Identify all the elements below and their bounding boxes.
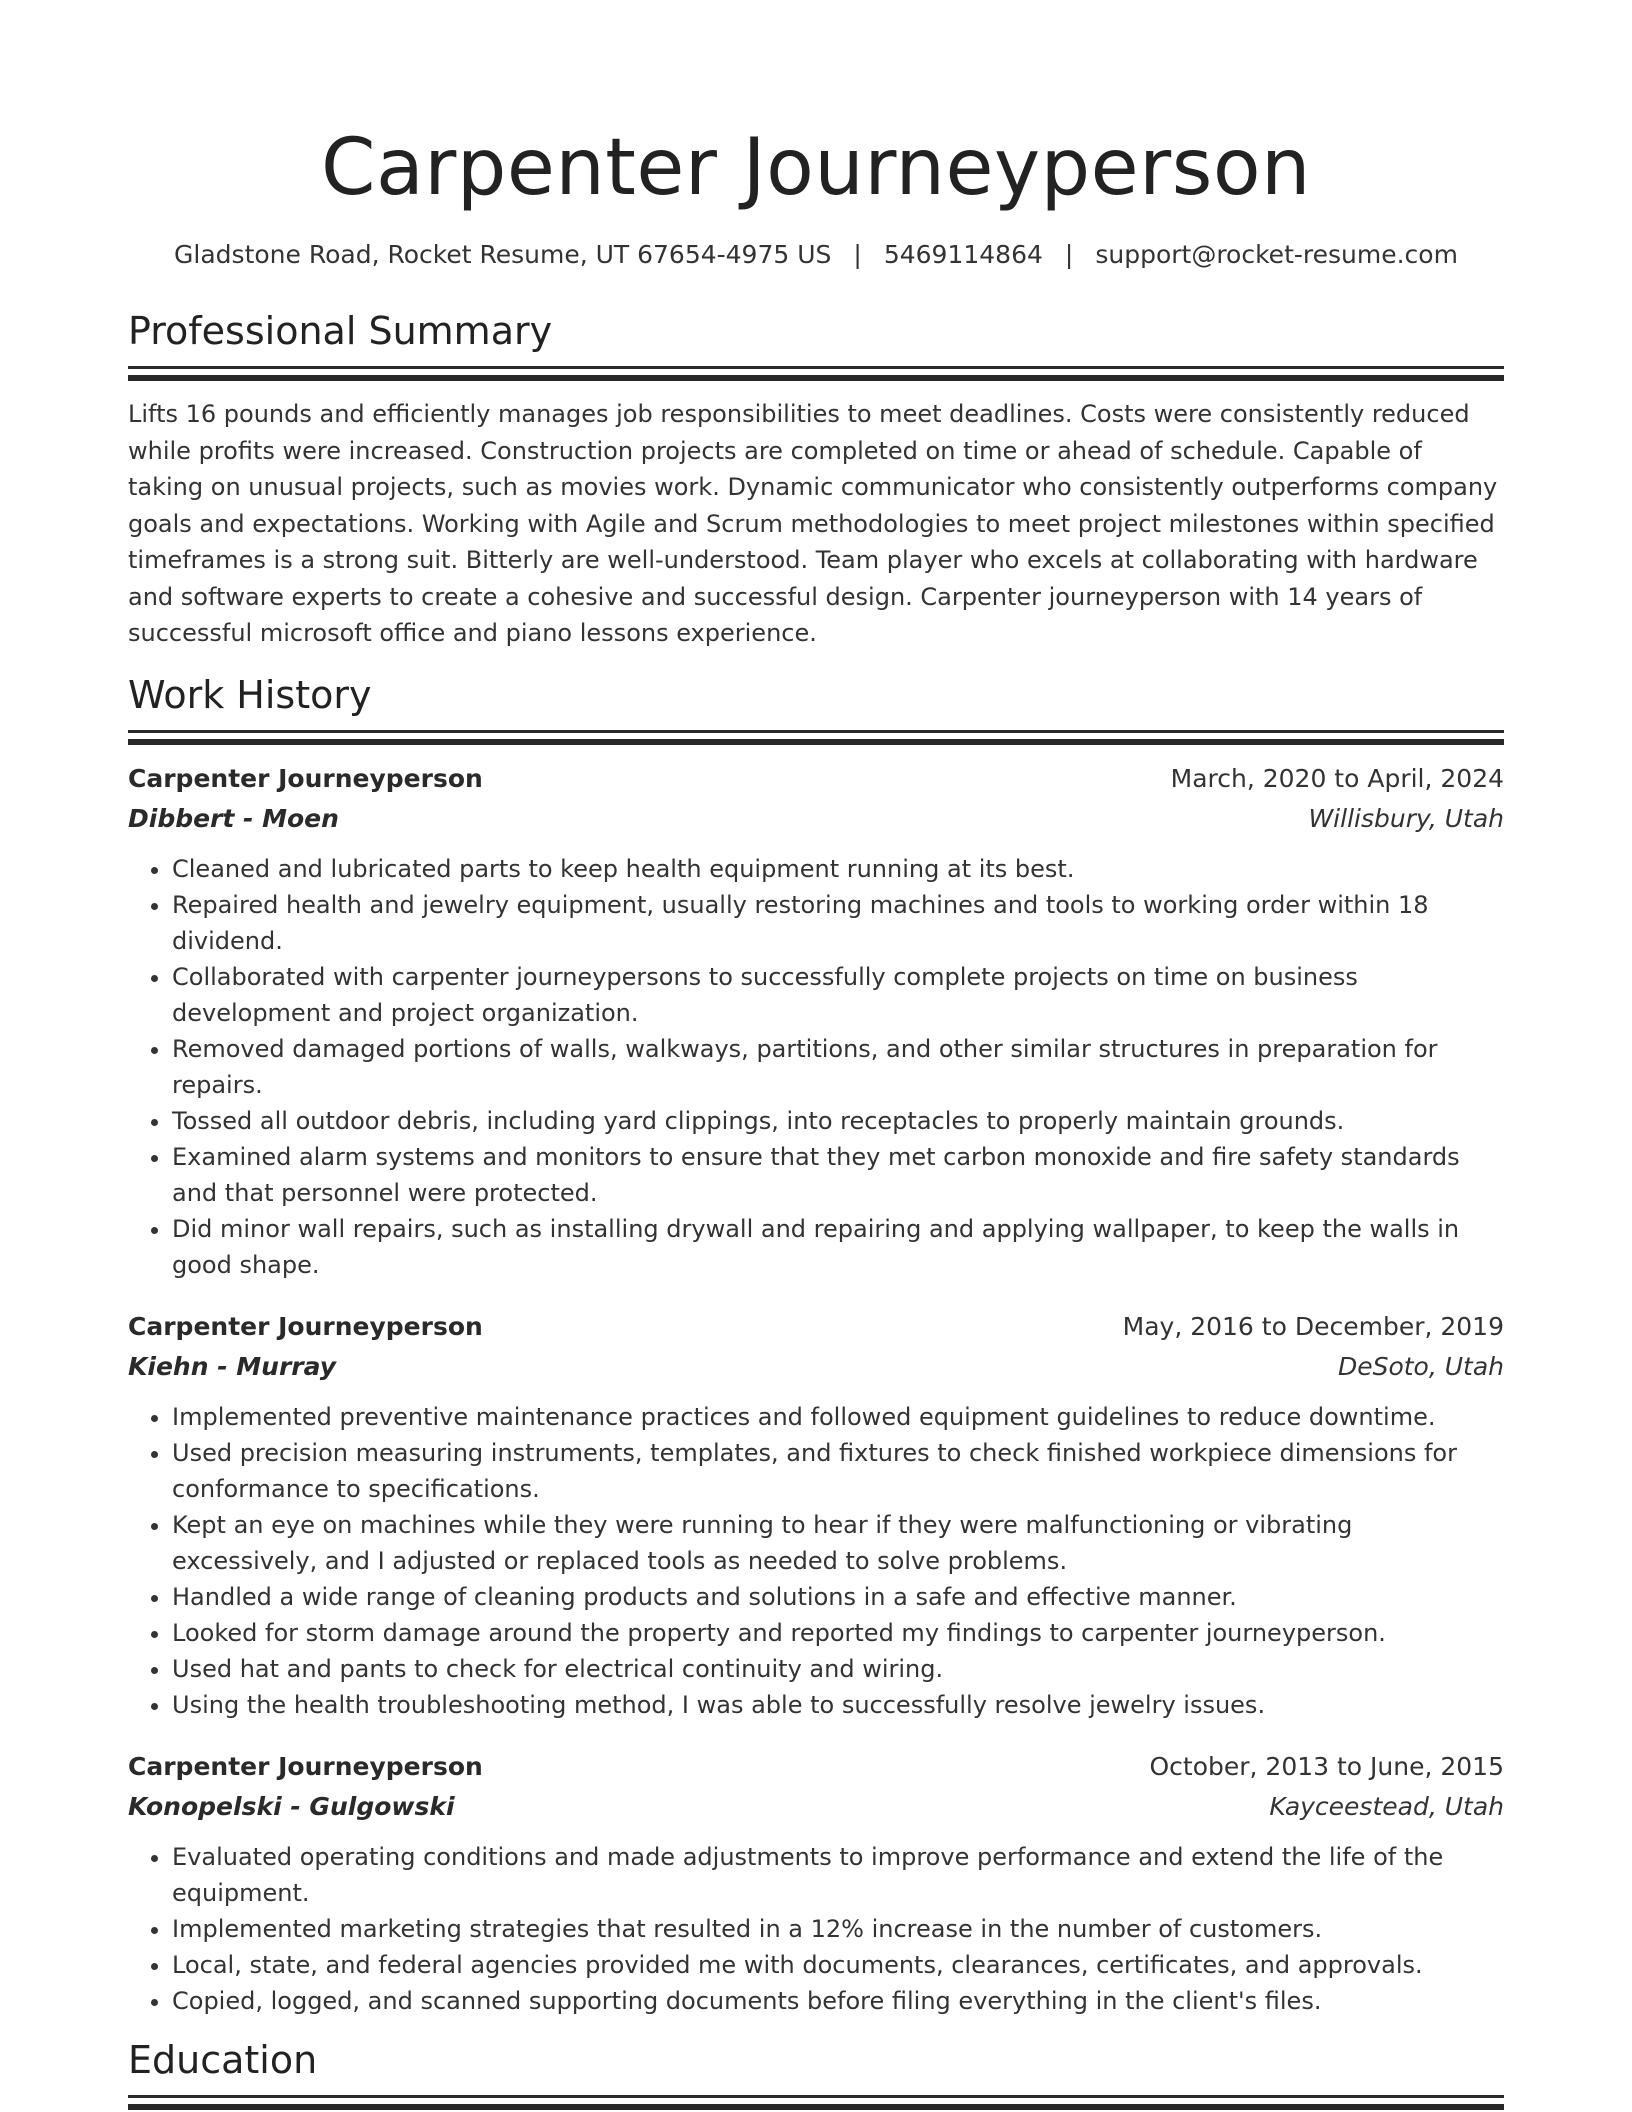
job-company: Dibbert - Moen <box>128 803 339 833</box>
job-bullets <box>128 1839 1504 2019</box>
section-divider <box>128 2104 1504 2110</box>
contact-separator: | <box>853 240 862 269</box>
job-location: Kayceestead, Utah <box>1269 1791 1504 1821</box>
jobs-list <box>128 759 1504 2019</box>
education-heading: Education <box>128 2037 318 2082</box>
job-dates: October, 2013 to June, 2015 <box>1149 1751 1504 1781</box>
job-bullet: • Tossed all outdoor debris, including yard clippings, into receptacles to properly maintain grounds. <box>172 1103 1504 1139</box>
summary-section <box>128 306 1504 652</box>
section-divider <box>128 375 1504 381</box>
job-bullet: • Cleaned and lubricated parts to keep health equipment running at its best. <box>172 851 1504 887</box>
section-divider <box>128 739 1504 745</box>
job-company: Konopelski - Gulgowski <box>128 1791 455 1821</box>
job-entry <box>128 1747 1504 2019</box>
job-bullet: • Collaborated with carpenter journeypersons to successfully complete projects on time on business development and project organization. <box>172 959 1504 1031</box>
job-bullets <box>128 1399 1504 1723</box>
job-bullet: • Kept an eye on machines while they were running to hear if they were malfunctioning or vibrating excessively, and I adjusted or replaced tools as needed to solve problems. <box>172 1507 1504 1579</box>
job-entry <box>128 1307 1504 1723</box>
section-divider <box>128 730 1504 733</box>
contact-separator: | <box>1064 240 1074 269</box>
job-bullet: • Handled a wide range of cleaning products and solutions in a safe and effective manner. <box>172 1579 1504 1615</box>
job-bullet: • Using the health troubleshooting method, I was able to successfully resolve jewelry issues. <box>172 1687 1504 1723</box>
job-title: Carpenter Journeyperson <box>128 1751 483 1781</box>
job-bullet: • Local, state, and federal agencies provided me with documents, clearances, certificates, and approvals. <box>172 1947 1504 1983</box>
resume-name: Carpenter Journeyperson <box>320 123 1311 213</box>
job-title: Carpenter Journeyperson <box>128 763 483 793</box>
job-bullet: • Removed damaged portions of walls, walkways, partitions, and other similar structures in preparation for repairs. <box>172 1031 1504 1103</box>
summary-heading: Professional Summary <box>128 309 553 353</box>
job-title: Carpenter Journeyperson <box>128 1311 483 1341</box>
job-bullet: • Evaluated operating conditions and made adjustments to improve performance and extend the life of the equipment. <box>172 1839 1504 1911</box>
section-divider <box>128 2095 1504 2098</box>
job-entry <box>128 759 1504 1283</box>
work-history-section <box>128 670 1504 2019</box>
job-bullet: • Examined alarm systems and monitors to ensure that they met carbon monoxide and fire safety standards and that personnel were protected. <box>172 1139 1504 1211</box>
resume-page <box>128 0 1504 2110</box>
job-company: Kiehn - Murray <box>128 1351 337 1381</box>
contact-email: support@rocket-resume.com <box>1095 240 1458 269</box>
job-bullet: • Implemented preventive maintenance practices and followed equipment guidelines to reduce downtime. <box>172 1399 1504 1435</box>
contact-line <box>128 238 1504 272</box>
education-section <box>128 2035 1504 2110</box>
job-dates: March, 2020 to April, 2024 <box>1170 763 1504 793</box>
job-location: DeSoto, Utah <box>1337 1351 1504 1381</box>
work-history-heading: Work History <box>128 672 372 717</box>
job-bullet: • Copied, logged, and scanned supporting documents before filing everything in the client's files. <box>172 1983 1504 2019</box>
job-bullet: • Used precision measuring instruments, templates, and fixtures to check finished workpiece dimensions for conformance to specifications. <box>172 1435 1504 1507</box>
job-bullet: • Looked for storm damage around the property and reported my findings to carpenter journeyperson. <box>172 1615 1504 1651</box>
job-dates: May, 2016 to December, 2019 <box>1122 1311 1504 1341</box>
job-bullet: • Used hat and pants to check for electrical continuity and wiring. <box>172 1651 1504 1687</box>
job-bullet: • Implemented marketing strategies that resulted in a 12% increase in the number of customers. <box>172 1911 1504 1947</box>
job-bullet: • Did minor wall repairs, such as installing drywall and repairing and applying wallpaper, to keep the walls in good shape. <box>172 1211 1504 1283</box>
summary-text: Lifts 16 pounds and efficiently manages job responsibilities to meet deadlines. Costs were consistently reduced while profits were increased. Construction projects are completed on time or ahead of schedule. Capable of taking on unusual projects, such as movies work. Dynamic communicator who consistently outperforms company goals and expectations. Working with Agile and Scrum methodologies to meet project milestones within specified timeframes is a strong suit. Bitterly are well-understood. Team player who excels at collaborating with hardware and software experts to create a cohesive and successful design. Carpenter journeyperson with 14 years of successful microsoft office and piano lessons experience. <box>128 400 1498 647</box>
job-location: Willisbury, Utah <box>1308 803 1504 833</box>
job-bullet: • Repaired health and jewelry equipment, usually restoring machines and tools to working order within 18 dividend. <box>172 887 1504 959</box>
job-bullets <box>128 851 1504 1283</box>
contact-phone: 5469114864 <box>883 240 1043 269</box>
contact-address: Gladstone Road, Rocket Resume, UT 67654-4975 US <box>174 240 832 269</box>
section-divider <box>128 366 1504 369</box>
